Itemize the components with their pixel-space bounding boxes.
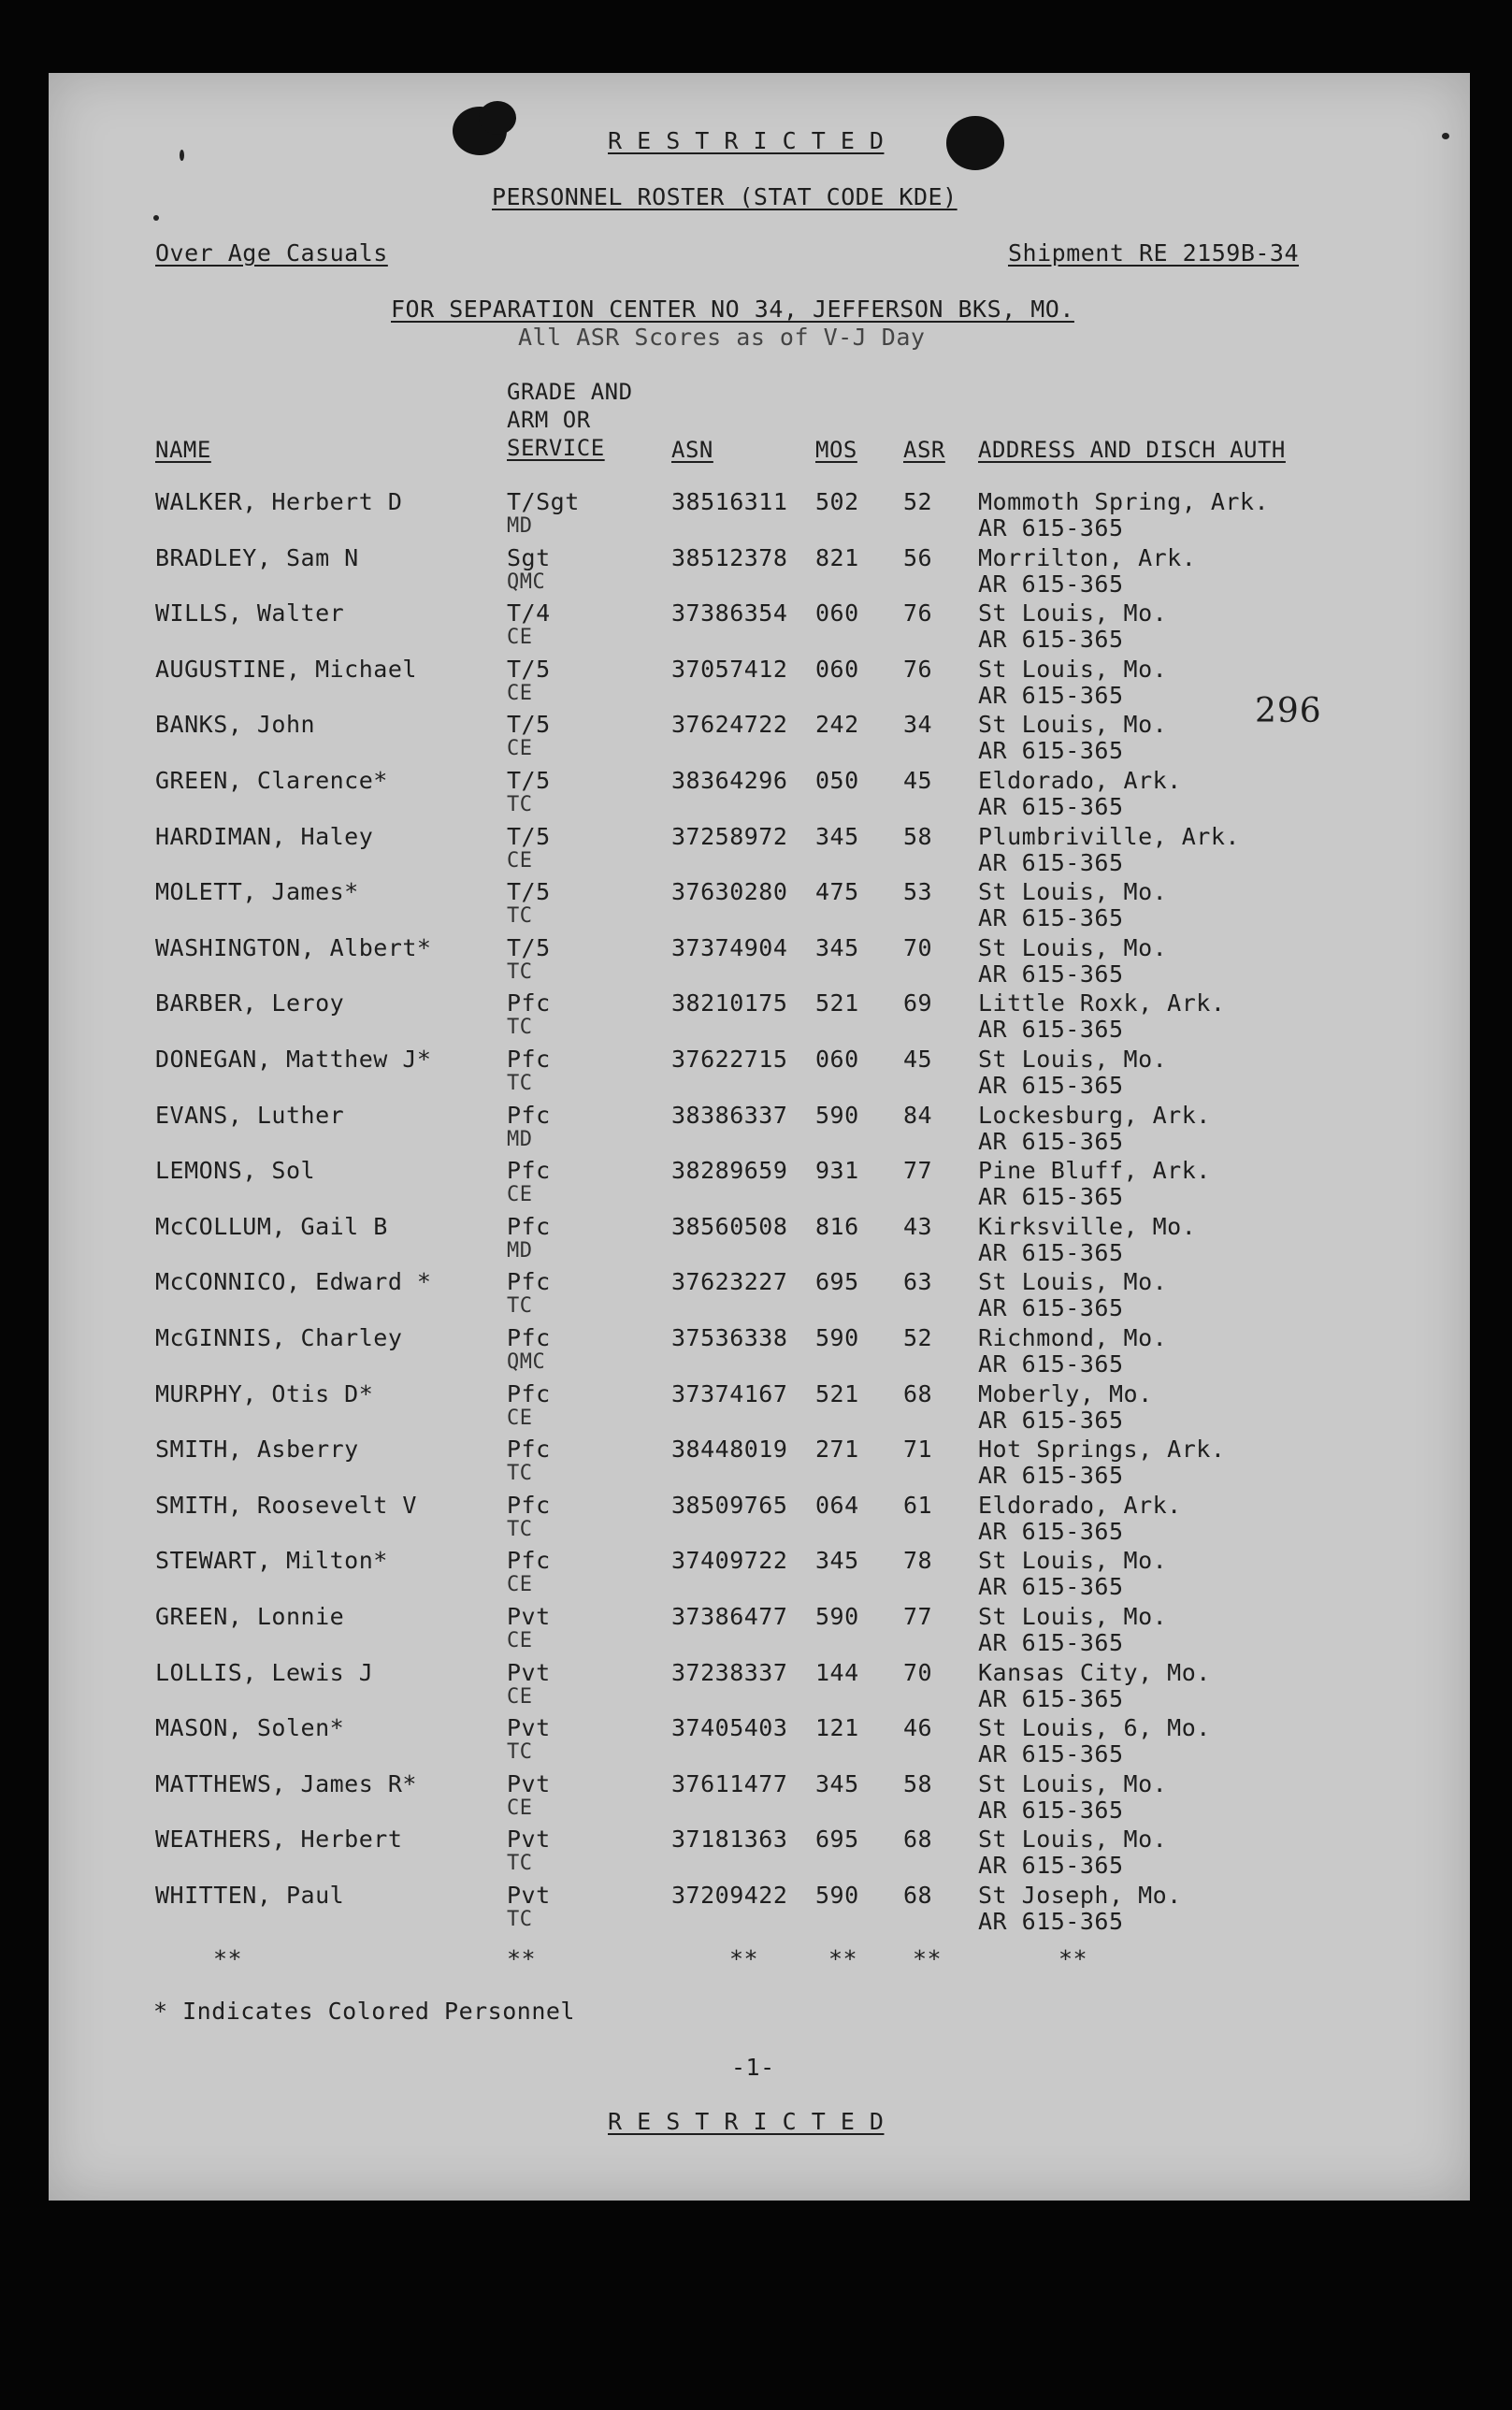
shipment-number: Shipment RE 2159B-34 <box>1008 239 1300 267</box>
ink-blot-right <box>946 116 1004 170</box>
asr-score: 45 <box>903 1046 933 1073</box>
employee-name: MOLETT, James* <box>155 878 359 906</box>
address: Eldorado, Ark. <box>978 767 1182 794</box>
arm-service: CE <box>507 1573 533 1597</box>
grade: Pfc <box>507 1547 551 1575</box>
grade: T/5 <box>507 933 551 961</box>
mos: 521 <box>815 1379 859 1407</box>
speck <box>1442 133 1449 139</box>
employee-name: WASHINGTON, Albert* <box>155 933 432 961</box>
address: St Louis, Mo. <box>978 878 1168 906</box>
mos: 931 <box>815 1157 859 1185</box>
asr-score: 63 <box>903 1268 933 1296</box>
employee-name: STEWART, Milton* <box>155 1547 388 1575</box>
arm-service: CE <box>507 1684 533 1709</box>
address: Eldorado, Ark. <box>978 1491 1182 1519</box>
terminator-mos: ** <box>828 1945 858 1972</box>
mos: 590 <box>815 1882 859 1909</box>
mos: 242 <box>815 711 859 739</box>
terminator-asn: ** <box>729 1945 759 1972</box>
mos: 060 <box>815 1046 859 1073</box>
mos: 271 <box>815 1436 859 1464</box>
asn: 37374904 <box>671 933 788 961</box>
address: Moberly, Mo. <box>978 1379 1153 1407</box>
arm-service: TC <box>507 1908 533 1931</box>
grade: Pfc <box>507 1268 551 1296</box>
arm-service: CE <box>507 737 533 761</box>
employee-name: GREEN, Lonnie <box>155 1603 345 1630</box>
discharge-authority: AR 615-365 <box>978 681 1124 709</box>
grade: Pfc <box>507 1101 551 1129</box>
asr-score: 70 <box>903 933 933 961</box>
asn: 37623227 <box>671 1268 788 1296</box>
asr-score: 77 <box>903 1603 933 1630</box>
mos: 345 <box>815 1547 859 1575</box>
address: Richmond, Mo. <box>978 1324 1168 1351</box>
employee-name: WILLS, Walter <box>155 599 345 628</box>
employee-name: McCONNICO, Edward * <box>155 1268 432 1296</box>
employee-name: BANKS, John <box>155 711 316 739</box>
grade: Pvt <box>507 1769 551 1797</box>
asr-score: 84 <box>903 1101 933 1129</box>
asn: 37536338 <box>671 1324 788 1351</box>
asn: 37374167 <box>671 1379 788 1407</box>
grade: T/5 <box>507 767 551 794</box>
grade: Pvt <box>507 1603 551 1630</box>
arm-service: CE <box>507 626 533 650</box>
asr-score: 70 <box>903 1658 933 1686</box>
stamp-number: 296 <box>1255 692 1322 730</box>
arm-service: TC <box>507 1462 533 1486</box>
asn: 37181363 <box>671 1826 788 1854</box>
asr-score: 58 <box>903 822 933 850</box>
mos: 521 <box>815 989 859 1017</box>
address: St Louis, Mo. <box>978 655 1168 683</box>
asr-score: 56 <box>903 543 933 571</box>
mos: 695 <box>815 1826 859 1854</box>
employee-name: MATTHEWS, James R* <box>155 1769 417 1797</box>
employee-name: MASON, Solen* <box>155 1714 345 1742</box>
mos: 050 <box>815 767 859 794</box>
asr-score: 52 <box>903 488 933 515</box>
address: St Louis, Mo. <box>978 1769 1168 1797</box>
asr-score: 68 <box>903 1379 933 1407</box>
speck <box>180 150 184 161</box>
asn: 37622715 <box>671 1046 788 1073</box>
mos: 590 <box>815 1603 859 1630</box>
employee-name: WEATHERS, Herbert <box>155 1826 403 1854</box>
employee-name: MURPHY, Otis D* <box>155 1379 374 1407</box>
arm-service: MD <box>507 1238 533 1263</box>
asr-score: 68 <box>903 1882 933 1909</box>
discharge-authority: AR 615-365 <box>978 1684 1124 1712</box>
discharge-authority: AR 615-365 <box>978 1740 1124 1768</box>
asn: 38364296 <box>671 767 788 794</box>
mos: 345 <box>815 933 859 961</box>
employee-name: McCOLLUM, Gail B <box>155 1212 388 1240</box>
grade: T/Sgt <box>507 488 580 515</box>
employee-name: HARDIMAN, Haley <box>155 822 374 850</box>
asn: 37409722 <box>671 1547 788 1575</box>
mos: 121 <box>815 1714 859 1742</box>
asr-score: 71 <box>903 1436 933 1464</box>
employee-name: BRADLEY, Sam N <box>155 543 359 571</box>
asn: 37238337 <box>671 1658 788 1686</box>
address: Little Roxk, Ark. <box>978 989 1226 1017</box>
discharge-authority: AR 615-365 <box>978 570 1124 598</box>
discharge-authority: AR 615-365 <box>978 904 1124 932</box>
discharge-authority: AR 615-365 <box>978 1908 1124 1935</box>
asn: 38386337 <box>671 1101 788 1129</box>
grade: T/5 <box>507 711 551 739</box>
arm-service: QMC <box>507 1350 546 1374</box>
address: St Louis, Mo. <box>978 711 1168 739</box>
asn: 37386354 <box>671 599 788 628</box>
address: St Louis, Mo. <box>978 933 1168 961</box>
asr-score: 46 <box>903 1714 933 1742</box>
employee-name: AUGUSTINE, Michael <box>155 655 417 683</box>
discharge-authority: AR 615-365 <box>978 1462 1124 1490</box>
terminator-address: ** <box>1058 1945 1088 1972</box>
arm-service: TC <box>507 793 533 816</box>
discharge-authority: AR 615-365 <box>978 514 1124 541</box>
grade-header-line2: ARM OR <box>507 407 591 433</box>
discharge-authority: AR 615-365 <box>978 1796 1124 1824</box>
grade: Pfc <box>507 1046 551 1073</box>
mos: 502 <box>815 488 859 515</box>
asn: 37624722 <box>671 711 788 739</box>
asn: 37258972 <box>671 822 788 850</box>
mos: 590 <box>815 1324 859 1351</box>
address: St Louis, Mo. <box>978 1547 1168 1575</box>
discharge-authority: AR 615-365 <box>978 626 1124 654</box>
mos-header: MOS <box>815 437 857 463</box>
address: St Louis, Mo. <box>978 1826 1168 1854</box>
mos: 345 <box>815 822 859 850</box>
asr-score: 76 <box>903 655 933 683</box>
asn: 37386477 <box>671 1603 788 1630</box>
grade: Pfc <box>507 989 551 1017</box>
arm-service: TC <box>507 1740 533 1765</box>
grade: Pfc <box>507 1212 551 1240</box>
address: Lockesburg, Ark. <box>978 1101 1211 1129</box>
address: Pine Bluff, Ark. <box>978 1157 1211 1185</box>
asn: 38448019 <box>671 1436 788 1464</box>
arm-service: TC <box>507 1294 533 1319</box>
document-page <box>49 73 1470 2201</box>
roster-title: PERSONNEL ROSTER (STAT CODE KDE) <box>492 183 958 210</box>
asn: 38210175 <box>671 989 788 1017</box>
asr-score: 68 <box>903 1826 933 1854</box>
asn: 38560508 <box>671 1212 788 1240</box>
grade-header-line1: GRADE AND <box>507 379 633 405</box>
arm-service: CE <box>507 1796 533 1820</box>
mos: 144 <box>815 1658 859 1686</box>
asn: 37630280 <box>671 878 788 906</box>
discharge-authority: AR 615-365 <box>978 793 1124 820</box>
employee-name: SMITH, Asberry <box>155 1436 359 1464</box>
discharge-authority: AR 615-365 <box>978 1127 1124 1155</box>
discharge-authority: AR 615-365 <box>978 1350 1124 1378</box>
asr-score: 53 <box>903 878 933 906</box>
discharge-authority: AR 615-365 <box>978 1629 1124 1656</box>
arm-service: CE <box>507 1629 533 1652</box>
address: Kansas City, Mo. <box>978 1658 1211 1686</box>
discharge-authority: AR 615-365 <box>978 848 1124 876</box>
employee-name: DONEGAN, Matthew J* <box>155 1046 432 1073</box>
address: Morrilton, Ark. <box>978 543 1197 571</box>
mos: 064 <box>815 1491 859 1519</box>
asr-score: 34 <box>903 711 933 739</box>
employee-name: GREEN, Clarence* <box>155 767 388 794</box>
grade: Pvt <box>507 1658 551 1686</box>
grade: Pfc <box>507 1324 551 1351</box>
grade: Pfc <box>507 1491 551 1519</box>
asr-score: 52 <box>903 1324 933 1351</box>
grade: Pfc <box>507 1157 551 1185</box>
discharge-authority: AR 615-365 <box>978 1517 1124 1545</box>
mos: 821 <box>815 543 859 571</box>
grade: T/4 <box>507 599 551 628</box>
grade: Pvt <box>507 1882 551 1909</box>
employee-name: BARBER, Leroy <box>155 989 345 1017</box>
arm-service: CE <box>507 1183 533 1207</box>
arm-service: QMC <box>507 570 546 594</box>
asr-score: 43 <box>903 1212 933 1240</box>
employee-name: SMITH, Roosevelt V <box>155 1491 417 1519</box>
grade: Pvt <box>507 1826 551 1854</box>
employee-name: McGINNIS, Charley <box>155 1324 403 1351</box>
classification-bottom: R E S T R I C T E D <box>608 2108 885 2135</box>
arm-service: TC <box>507 960 533 984</box>
discharge-authority: AR 615-365 <box>978 1238 1124 1266</box>
mos: 695 <box>815 1268 859 1296</box>
arm-service: TC <box>507 904 533 929</box>
mos: 060 <box>815 655 859 683</box>
name-header: NAME <box>155 437 211 463</box>
grade: T/5 <box>507 878 551 906</box>
arm-service: MD <box>507 514 533 538</box>
asn-header: ASN <box>671 437 713 463</box>
asn: 38289659 <box>671 1157 788 1185</box>
score-note: All ASR Scores as of V-J Day <box>518 324 926 351</box>
address: Mommoth Spring, Ark. <box>978 488 1270 515</box>
asn: 38512378 <box>671 543 788 571</box>
grade: Pvt <box>507 1714 551 1742</box>
discharge-authority: AR 615-365 <box>978 960 1124 988</box>
discharge-authority: AR 615-365 <box>978 737 1124 765</box>
grade-header-line3: SERVICE <box>507 435 605 461</box>
employee-name: LEMONS, Sol <box>155 1157 316 1185</box>
classification-top: R E S T R I C T E D <box>608 127 885 154</box>
address: Plumbriville, Ark. <box>978 822 1240 850</box>
mos: 590 <box>815 1101 859 1129</box>
arm-service: CE <box>507 681 533 705</box>
unit-label: Over Age Casuals <box>155 239 388 267</box>
arm-service: MD <box>507 1127 533 1151</box>
grade: T/5 <box>507 822 551 850</box>
address: St Louis, Mo. <box>978 1603 1168 1630</box>
asn: 37611477 <box>671 1769 788 1797</box>
arm-service: TC <box>507 1852 533 1876</box>
asn: 37209422 <box>671 1882 788 1909</box>
asr-score: 78 <box>903 1547 933 1575</box>
discharge-authority: AR 615-365 <box>978 1016 1124 1044</box>
terminator-asr: ** <box>913 1945 943 1972</box>
mos: 060 <box>815 599 859 628</box>
address: St Louis, Mo. <box>978 1268 1168 1296</box>
arm-service: TC <box>507 1517 533 1541</box>
footnote: * Indicates Colored Personnel <box>153 1998 575 2025</box>
grade: Pfc <box>507 1379 551 1407</box>
asr-score: 58 <box>903 1769 933 1797</box>
grade: T/5 <box>507 655 551 683</box>
asn: 37057412 <box>671 655 788 683</box>
address: St Louis, 6, Mo. <box>978 1714 1211 1742</box>
arm-service: TC <box>507 1016 533 1040</box>
discharge-authority: AR 615-365 <box>978 1573 1124 1601</box>
arm-service: CE <box>507 848 533 873</box>
grade: Sgt <box>507 543 551 571</box>
mos: 475 <box>815 878 859 906</box>
asr-score: 77 <box>903 1157 933 1185</box>
asr-score: 61 <box>903 1491 933 1519</box>
address-header: ADDRESS AND DISCH AUTH <box>978 437 1286 463</box>
discharge-authority: AR 615-365 <box>978 1072 1124 1099</box>
address: St Louis, Mo. <box>978 1046 1168 1073</box>
asr-score: 69 <box>903 989 933 1017</box>
page-number: -1- <box>731 2054 775 2081</box>
destination: FOR SEPARATION CENTER NO 34, JEFFERSON BKS, MO. <box>391 296 1074 323</box>
address: Hot Springs, Ark. <box>978 1436 1226 1464</box>
asn: 37405403 <box>671 1714 788 1742</box>
asn: 38509765 <box>671 1491 788 1519</box>
address: St Joseph, Mo. <box>978 1882 1182 1909</box>
discharge-authority: AR 615-365 <box>978 1852 1124 1880</box>
asr-header: ASR <box>903 437 945 463</box>
asn: 38516311 <box>671 488 788 515</box>
speck <box>153 215 159 221</box>
discharge-authority: AR 615-365 <box>978 1294 1124 1322</box>
employee-name: EVANS, Luther <box>155 1101 345 1129</box>
employee-name: WALKER, Herbert D <box>155 488 403 515</box>
discharge-authority: AR 615-365 <box>978 1183 1124 1211</box>
address: Kirksville, Mo. <box>978 1212 1197 1240</box>
address: St Louis, Mo. <box>978 599 1168 628</box>
terminator-grade: ** <box>507 1945 537 1972</box>
arm-service: TC <box>507 1072 533 1095</box>
terminator-name: ** <box>213 1945 243 1972</box>
grade: Pfc <box>507 1436 551 1464</box>
mos: 345 <box>815 1769 859 1797</box>
arm-service: CE <box>507 1406 533 1430</box>
asr-score: 45 <box>903 767 933 794</box>
mos: 816 <box>815 1212 859 1240</box>
employee-name: WHITTEN, Paul <box>155 1882 345 1909</box>
ink-blot-left-2 <box>479 101 516 135</box>
employee-name: LOLLIS, Lewis J <box>155 1658 374 1686</box>
discharge-authority: AR 615-365 <box>978 1406 1124 1434</box>
asr-score: 76 <box>903 599 933 628</box>
